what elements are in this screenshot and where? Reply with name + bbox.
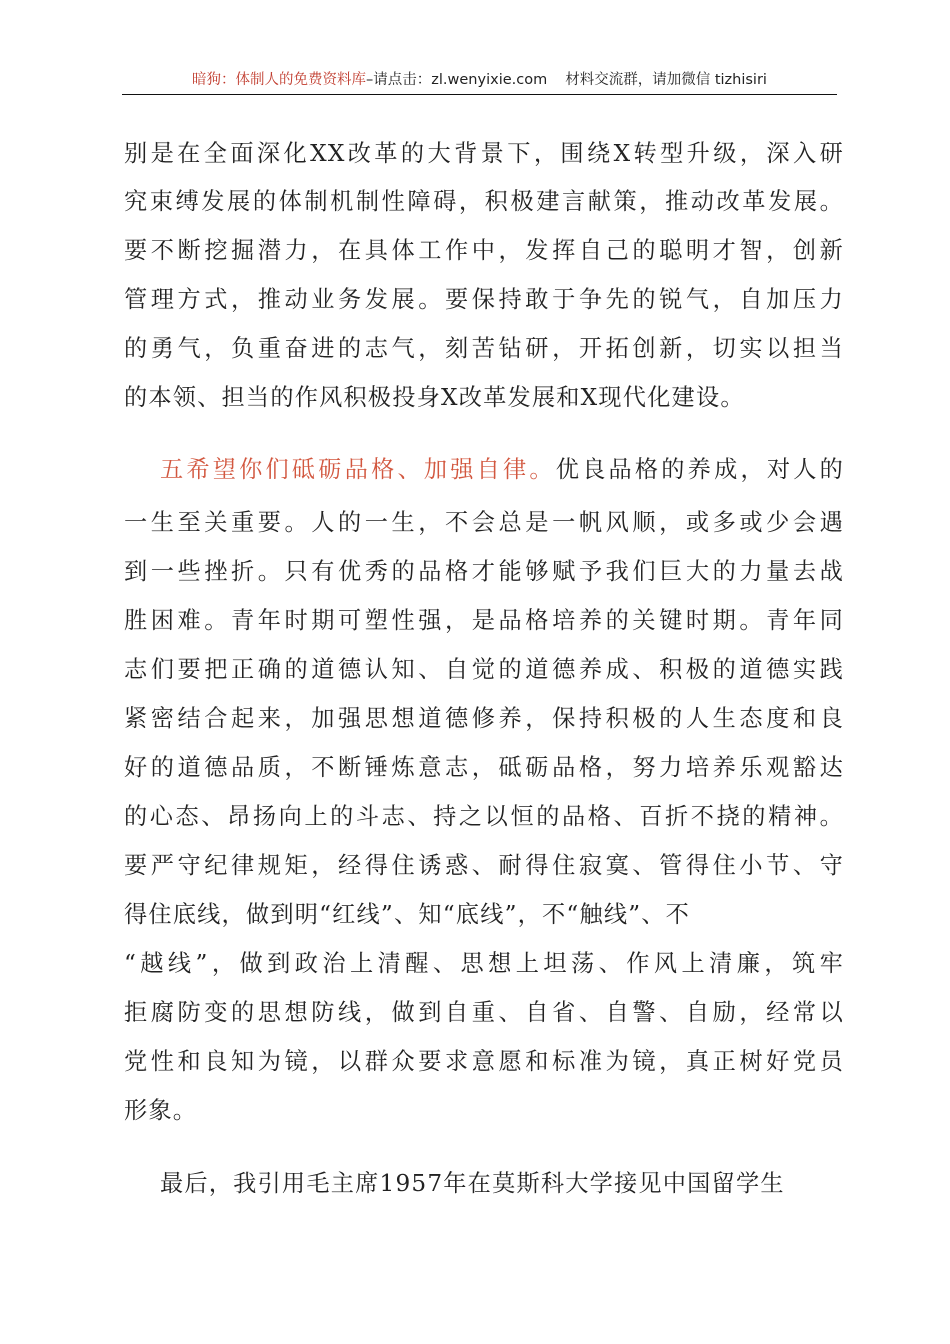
- body-line: 形象。: [124, 1097, 198, 1124]
- header-link-url[interactable]: zl.wenyixie.com: [431, 72, 548, 88]
- body-line: 最后，我引用毛主席1957年在莫斯科大学接见中国留学生: [160, 1170, 785, 1197]
- body-line: 的勇气，负重奋进的志气，刻苦钻研，开拓创新，切实以担当: [124, 335, 844, 362]
- body-line: 要严守纪律规矩，经得住诱惑、耐得住寂寞、管得住小节、守: [124, 852, 844, 879]
- body-line: 究束缚发展的体制机制性障碍，积极建言献策，推动改革发展。: [124, 188, 844, 215]
- body-line: 党性和良知为镜，以群众要求意愿和标准为镜，真正树好党员: [124, 1048, 844, 1075]
- paragraph-2-first-line: [160, 455, 844, 485]
- body-line: 的心态、昂扬向上的斗志、持之以恒的品格、百折不挠的精神。: [124, 803, 844, 830]
- body-line: 胜困难。青年时期可塑性强，是品格培养的关键时期。青年同: [124, 607, 844, 634]
- header-brand: 暗狗：体制人的免费资料库: [192, 72, 367, 88]
- body-line: 紧密结合起来，加强思想道德修养，保持积极的人生态度和良: [124, 705, 844, 732]
- body-line: 得住底线，做到明“红线”、知“底线”，不“触线”、不: [124, 901, 691, 928]
- body-line: 要不断挖掘潜力，在具体工作中，发挥自己的聪明才智，创新: [124, 237, 844, 264]
- body-line: 志们要把正确的道德认知、自觉的道德养成、积极的道德实践: [124, 656, 844, 683]
- body-line: “越线”，做到政治上清醒、思想上坦荡、作风上清廉，筑牢: [124, 950, 844, 977]
- section-heading: 五希望你们砥砺品格、加强自律。: [160, 456, 556, 483]
- body-line: 的本领、担当的作风积极投身X改革发展和X现代化建设。: [124, 384, 745, 411]
- body-line: 别是在全面深化XX改革的大背景下，围绕X转型升级，深入研: [124, 140, 844, 167]
- first-line-rest: 优良品格的养成，对人的: [555, 456, 844, 483]
- header-link-prefix: –请点击：: [366, 72, 432, 88]
- body-line: 拒腐防变的思想防线，做到自重、自省、自警、自励，经常以: [124, 999, 844, 1026]
- body-line: 到一些挫折。只有优秀的品格才能够赋予我们巨大的力量去战: [124, 558, 844, 585]
- header-contact: 材料交流群，请加微信 tizhisiri: [565, 72, 767, 88]
- page-header: [122, 70, 837, 95]
- body-line: 好的道德品质，不断锤炼意志，砥砺品格，努力培养乐观豁达: [124, 754, 844, 781]
- body-line: 管理方式，推动业务发展。要保持敢于争先的锐气，自加压力: [124, 286, 844, 313]
- body-line: 一生至关重要。人的一生，不会总是一帆风顺，或多或少会遇: [124, 509, 844, 536]
